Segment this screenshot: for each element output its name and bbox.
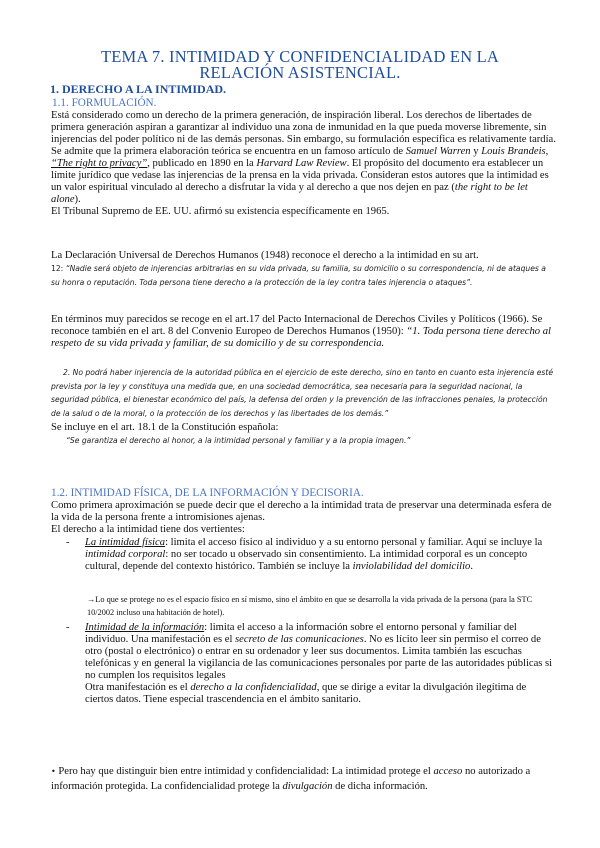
paragraph-8: El derecho a la intimidad tiene dos vertientes: [51,524,245,535]
paragraph-4: La Declaración Universal de Derechos Humanos (1948) reconoce el derecho a la intimidad en su art. [51,250,479,261]
paragraph-2: Se admite que la primera elaboración teórica se encuentra en un famoso artículo de Samuel Warren y Louis Brandeis, “The right to privacy”, publicado en 1890 en la Harvard Law Review. El propósito del documento era establecer un límite jurídico que vedase las injerencias de la prensa en la vida privada. Consideran estos autores que la intimidad es un valor espiritual vinculado al derecho a disfrutar la vida y al derecho a que nos dejen en paz (the right to be let alone). [51,146,549,205]
english-phrase: the right to be let alone [51,182,528,205]
bullet-icon: • [51,767,56,776]
paragraph-5: En términos muy parecidos se recoge en el art.17 del Pacto Internacional de Derechos Civiles y Políticos (1966). Se reconoce también en el art. 8 del Convenio Europeo de Derechos Humanos (1950): “1. Toda persona tiene derecho al respeto de su vida privada y familiar, de su domicilio y de su correspondencia. [51,314,551,349]
author-warren: Samuel Warren [405,146,471,157]
paragraph-6: Se incluye en el art. 18.1 de la Constitución española: [51,422,279,433]
quote-convenio-europeo: “1. Toda persona tiene derecho al respeto de su vida privada y familiar, de su domicilio y de su correspondencia. [51,326,551,349]
list-item-intimidad-informacion: - Intimidad de la información: limita el acceso a la información sobre el entorno personal y familiar del individuo. Una manifestación es el secreto de las comunicaciones. No es lícito leer sin permiso el correo de otro (postal o electrónico) o entrar en su ordenador y leer sus documentos. Limita también las escuchas telefónicas y en general la vigilancia de las comunicaciones personales por parte de las autoridades públicas si no cumplen los requisitos legales Otra manifestación es el derecho a la confidencialidad, que se dirige a evitar la divulgación ilegítima de ciertos datos. Tiene especial trascendencia en el ámbito sanitario. [66,622,553,705]
document-title [40,49,560,81]
paragraph-formulacion [51,110,556,218]
footnote-intimidad-confidencialidad: • Pero hay que distinguir bien entre intimidad y confidencialidad: La intimidad protege el acceso no autorizado a información protegida. La confidencialidad protege la divulgación de dicha información. [51,766,531,792]
list-dash: - [66,537,70,548]
subsection-heading-1-2: 1.2. INTIMIDAD FÍSICA, DE LA INFORMACIÓN Y DECISORIA. [51,487,364,499]
term-intimidad-informacion: Intimidad de la información [85,622,205,633]
paragraph-1: Está considerado como un derecho de la primera generación, de inspiración liberal. Los derechos de libertades de primera generación aspiran a garantizar al individuo una zona de inmunidad en la que pueda moverse libremente, sin injerencias del poder político ni de las demás personas. Sin embargo, su formulación específica es relativamente tardía. [51,110,556,145]
paragraph-7: Como primera aproximación se puede decir que el derecho a la intimidad trata de preservar una determinada esfera de la vida de la persona frente a intromisiones ajenas. [51,500,552,523]
list-item-intimidad-fisica: - La intimidad física: limita el acceso físico al individuo y a su entorno personal y familiar. Aquí se incluye la intimidad corporal: no ser tocado u observado sin consentimiento. La intimidad corporal es un concepto cultural, depende del contexto histórico. También se incluye la inviolabilidad del domicilio. [66,537,543,572]
subsection-heading-1-1: 1.1. FORMULACIÓN. [52,97,157,109]
paragraph-3: El Tribunal Supremo de EE. UU. afirmó su existencia específicamente en 1965. [51,206,390,217]
note-domicilio: →Lo que se protege no es el espacio físico en sí mismo, sino el ámbito en que se desarrolla la vida privada de la persona (para la STC 10/2002 incluso una habitación de hotel). [87,595,533,617]
title-line-2: RELACIÓN ASISTENCIAL. [199,63,401,82]
list-dash: - [66,622,70,633]
quote-declaracion-universal: 12: “Nadie será objeto de injerencias arbitrarias en su vida privada, su familia, su domicilio o su correspondencia, ni de ataques a su honra o reputación. Toda persona tiene derecho a la protección de la ley contra tales injerencia o ataques”. [51,264,546,287]
paragraph-vertientes [51,500,556,536]
journal-name: Harvard Law Review [256,158,347,169]
quote-constitucion: “Se garantiza el derecho al honor, a la intimidad personal y familiar y a la propia imagen.” [66,436,411,445]
article-title: “The right to privacy” [51,158,148,169]
author-brandeis: Louis Brandeis [481,146,546,157]
quote-convenio-paragraph-2: 2. No podrá haber injerencia de la autoridad pública en el ejercicio de este derecho, sino en tanto en cuanto esta injerencia esté prevista por la ley y constituya una medida que, en una sociedad democrática, sea necesaria para la seguridad nacional, la seguridad pública, el bienestar económico del país, la defensa del orden y la prevención de las infracciones penales, la protección de la salud o de la moral, o la protección de los derechos y las libertades de los demás.” [51,368,554,418]
section-heading-1: 1. DERECHO A LA INTIMIDAD. [50,82,227,96]
term-intimidad-fisica: La intimidad física [85,537,166,548]
title-line-1: TEMA 7. INTIMIDAD Y CONFIDENCIALIDAD EN LA [100,47,500,66]
